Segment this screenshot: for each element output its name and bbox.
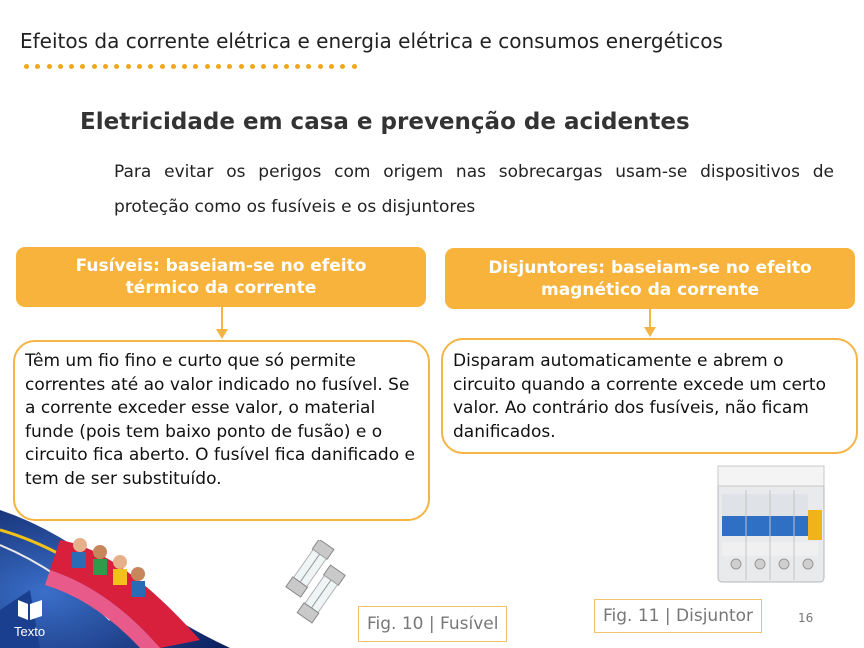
divider-dot	[24, 64, 29, 69]
disjuntores-heading: Disjuntores: baseiam-se no efeito magnético da corrente	[488, 257, 812, 300]
divider-dot	[193, 64, 198, 69]
divider-dot	[35, 64, 40, 69]
divider-dot	[284, 64, 289, 69]
intro-text: Para evitar os perigos com origem nas sobrecargas usam-se dispositivos de proteção como os fusíveis e os disjuntores	[114, 162, 834, 217]
fig11-caption: Fig. 11 | Disjuntor	[594, 599, 762, 633]
texto-logo	[14, 596, 54, 640]
page-number: 16	[798, 611, 814, 625]
fusiveis-heading-box	[16, 247, 426, 307]
circuit-breaker-image	[714, 460, 830, 586]
divider-dot	[69, 64, 74, 69]
divider-dot	[250, 64, 255, 69]
divider-dot	[47, 64, 52, 69]
divider-dot	[216, 64, 221, 69]
divider-dot	[273, 64, 278, 69]
arrow-down-icon	[214, 307, 230, 340]
divider-dot	[340, 64, 345, 69]
divider-dot	[239, 64, 244, 69]
divider-dot	[114, 64, 119, 69]
divider-dot	[227, 64, 232, 69]
divider-dot	[306, 64, 311, 69]
divider-dot	[58, 64, 63, 69]
divider-dot	[148, 64, 153, 69]
fig10-caption: Fig. 10 | Fusível	[358, 606, 507, 642]
disjuntores-text: Disparam automaticamente e abrem o circuito quando a corrente excede um certo valor. Ao contrário dos fusíveis, não ficam danificados.	[453, 351, 826, 442]
disjuntores-text-box	[441, 338, 858, 454]
disjuntores-heading-box	[445, 248, 855, 309]
slide-title: Eletricidade em casa e prevenção de acidentes	[80, 109, 690, 135]
divider-dot	[126, 64, 131, 69]
fuse-image	[258, 540, 358, 640]
divider-dot	[92, 64, 97, 69]
divider-dot	[160, 64, 165, 69]
divider-dot	[80, 64, 85, 69]
divider-dot	[261, 64, 266, 69]
divider-dot	[205, 64, 210, 69]
divider-dot	[137, 64, 142, 69]
arrow-down-icon	[642, 309, 658, 338]
divider-dot	[352, 64, 357, 69]
divider-dot	[318, 64, 323, 69]
divider-dot	[182, 64, 187, 69]
slide-header: Efeitos da corrente elétrica e energia elétrica e consumos energéticos	[20, 29, 723, 53]
fusiveis-heading: Fusíveis: baseiam-se no efeito térmico da corrente	[75, 256, 367, 298]
divider-dot	[103, 64, 108, 69]
dotted-divider	[24, 64, 363, 70]
divider-dot	[295, 64, 300, 69]
fusiveis-text: Têm um fio fino e curto que só permite correntes até ao valor indicado no fusível. Se a corrente exceder esse valor, o material funde (pois tem baixo ponto de fusão) e o circuito fica aberto. O fusível fica danificado e tem de ser substituído.	[25, 351, 415, 489]
logo-text: Texto	[14, 624, 46, 639]
divider-dot	[329, 64, 334, 69]
divider-dot	[171, 64, 176, 69]
